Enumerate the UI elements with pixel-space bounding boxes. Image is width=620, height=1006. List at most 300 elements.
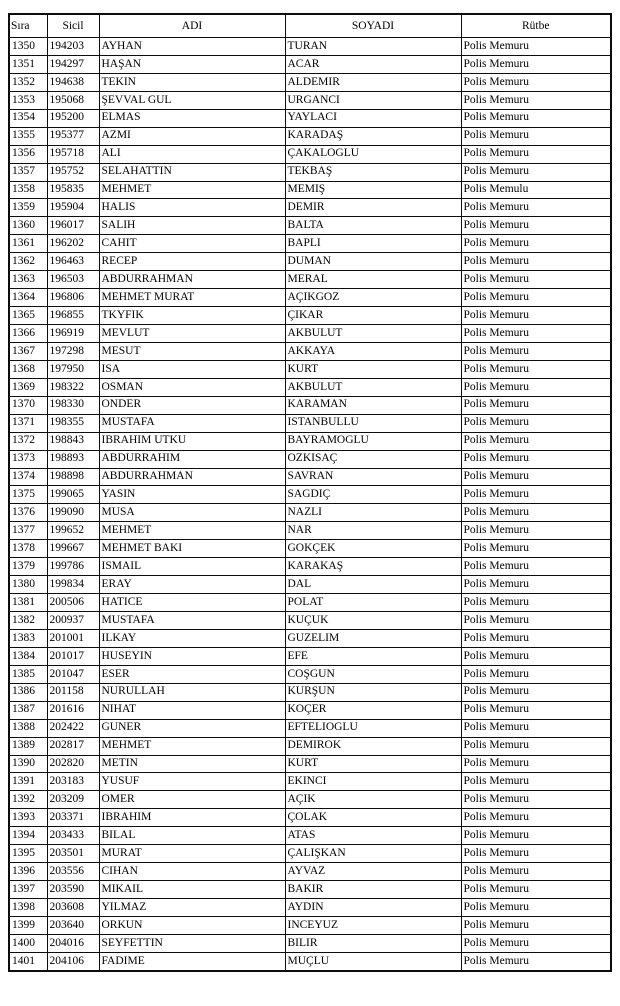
cell-adi: SEYFETTIN [99, 934, 285, 952]
cell-rutbe: Polis Memuru [461, 378, 611, 396]
cell-rutbe: Polis Memuru [461, 522, 611, 540]
cell-sicil: 201001 [47, 629, 99, 647]
cell-adi: ESER [99, 665, 285, 683]
cell-sira: 1400 [9, 934, 47, 952]
cell-sira: 1398 [9, 899, 47, 917]
cell-adi: MEHMET [99, 522, 285, 540]
table-row [9, 612, 611, 630]
cell-soyadi: EFE [285, 647, 461, 665]
cell-rutbe: Polis Memuru [461, 468, 611, 486]
cell-sicil: 201616 [47, 701, 99, 719]
cell-soyadi: ÇIKAR [285, 307, 461, 325]
cell-sira: 1378 [9, 540, 47, 558]
table-row [9, 683, 611, 701]
cell-sicil: 198355 [47, 414, 99, 432]
cell-sira: 1376 [9, 504, 47, 522]
cell-rutbe: Polis Memuru [461, 73, 611, 91]
cell-sicil: 199090 [47, 504, 99, 522]
cell-sicil: 200937 [47, 612, 99, 630]
cell-sira: 1370 [9, 396, 47, 414]
cell-sira: 1372 [9, 432, 47, 450]
cell-soyadi: EKINCI [285, 773, 461, 791]
cell-rutbe: Polis Memuru [461, 809, 611, 827]
cell-sira: 1375 [9, 486, 47, 504]
cell-soyadi: AKBULUT [285, 378, 461, 396]
cell-adi: ŞEVVAL GUL [99, 91, 285, 109]
cell-rutbe: Polis Memuru [461, 845, 611, 863]
cell-adi: TEKIN [99, 73, 285, 91]
cell-adi: YUSUF [99, 773, 285, 791]
cell-sicil: 195068 [47, 91, 99, 109]
table-row [9, 845, 611, 863]
cell-sira: 1392 [9, 791, 47, 809]
cell-adi: MEHMET BAKI [99, 540, 285, 558]
cell-soyadi: URGANCI [285, 91, 461, 109]
cell-rutbe: Polis Memuru [461, 360, 611, 378]
cell-sicil: 195377 [47, 127, 99, 145]
cell-sira: 1382 [9, 612, 47, 630]
table-row [9, 665, 611, 683]
cell-soyadi: NAR [285, 522, 461, 540]
cell-rutbe: Polis Memuru [461, 881, 611, 899]
cell-sicil: 198843 [47, 432, 99, 450]
cell-soyadi: DEMIROK [285, 737, 461, 755]
cell-sicil: 199786 [47, 558, 99, 576]
cell-adi: CAHIT [99, 235, 285, 253]
cell-adi: MURAT [99, 845, 285, 863]
cell-sira: 1355 [9, 127, 47, 145]
cell-adi: NIHAT [99, 701, 285, 719]
cell-sicil: 198893 [47, 450, 99, 468]
cell-rutbe: Polis Memuru [461, 163, 611, 181]
table-row [9, 576, 611, 594]
cell-rutbe: Polis Memuru [461, 755, 611, 773]
cell-sicil: 195835 [47, 181, 99, 199]
table-row [9, 414, 611, 432]
cell-soyadi: AKKAYA [285, 342, 461, 360]
cell-sicil: 196463 [47, 253, 99, 271]
cell-rutbe: Polis Memuru [461, 576, 611, 594]
cell-rutbe: Polis Memuru [461, 217, 611, 235]
cell-sicil: 199667 [47, 540, 99, 558]
cell-sira: 1385 [9, 665, 47, 683]
cell-adi: METIN [99, 755, 285, 773]
cell-adi: BILAL [99, 827, 285, 845]
cell-sicil: 203640 [47, 916, 99, 934]
table-row [9, 916, 611, 934]
cell-soyadi: INCEYUZ [285, 916, 461, 934]
cell-rutbe: Polis Memuru [461, 540, 611, 558]
cell-adi: CIHAN [99, 863, 285, 881]
cell-sicil: 204106 [47, 952, 99, 970]
column-header-rutbe: Rütbe [461, 14, 611, 38]
cell-adi: MEVLUT [99, 325, 285, 343]
cell-sicil: 201158 [47, 683, 99, 701]
cell-soyadi: KOÇER [285, 701, 461, 719]
table-row [9, 719, 611, 737]
cell-soyadi: MEMIŞ [285, 181, 461, 199]
cell-soyadi: POLAT [285, 594, 461, 612]
cell-sicil: 200506 [47, 594, 99, 612]
table-row [9, 773, 611, 791]
cell-rutbe: Polis Memuru [461, 235, 611, 253]
cell-rutbe: Polis Memuru [461, 38, 611, 56]
cell-adi: ABDURRAHMAN [99, 468, 285, 486]
cell-adi: TKYFIK [99, 307, 285, 325]
cell-adi: OSMAN [99, 378, 285, 396]
cell-sira: 1396 [9, 863, 47, 881]
table-row [9, 701, 611, 719]
cell-sira: 1362 [9, 253, 47, 271]
cell-sicil: 198322 [47, 378, 99, 396]
cell-sira: 1364 [9, 289, 47, 307]
cell-rutbe: Polis Memuru [461, 558, 611, 576]
table-row [9, 360, 611, 378]
table-row [9, 109, 611, 127]
cell-sira: 1377 [9, 522, 47, 540]
cell-sira: 1367 [9, 342, 47, 360]
column-header-soyadi: SOYADI [285, 14, 461, 38]
cell-soyadi: KURT [285, 755, 461, 773]
cell-sicil: 203608 [47, 899, 99, 917]
cell-adi: MUSA [99, 504, 285, 522]
cell-rutbe: Polis Memuru [461, 899, 611, 917]
table-row [9, 863, 611, 881]
cell-soyadi: BAPLI [285, 235, 461, 253]
table-row [9, 594, 611, 612]
cell-sicil: 195200 [47, 109, 99, 127]
cell-sicil: 194203 [47, 38, 99, 56]
cell-adi: HUSEYIN [99, 647, 285, 665]
cell-rutbe: Polis Memuru [461, 701, 611, 719]
cell-sira: 1359 [9, 199, 47, 217]
cell-rutbe: Polis Memuru [461, 719, 611, 737]
table-row [9, 271, 611, 289]
table-row [9, 522, 611, 540]
cell-rutbe: Polis Memuru [461, 504, 611, 522]
cell-soyadi: TURAN [285, 38, 461, 56]
table-header-row [9, 14, 611, 38]
cell-soyadi: BAKIR [285, 881, 461, 899]
cell-sira: 1383 [9, 629, 47, 647]
cell-rutbe: Polis Memuru [461, 863, 611, 881]
cell-rutbe: Polis Memuru [461, 271, 611, 289]
table-row [9, 217, 611, 235]
table-row [9, 952, 611, 970]
cell-sira: 1369 [9, 378, 47, 396]
cell-adi: ISMAIL [99, 558, 285, 576]
cell-rutbe: Polis Memuru [461, 647, 611, 665]
cell-adi: ILKAY [99, 629, 285, 647]
cell-sira: 1373 [9, 450, 47, 468]
cell-adi: MIKAIL [99, 881, 285, 899]
cell-sicil: 203556 [47, 863, 99, 881]
cell-sicil: 195904 [47, 199, 99, 217]
table-row [9, 38, 611, 56]
table-row [9, 558, 611, 576]
cell-adi: MEHMET [99, 737, 285, 755]
cell-soyadi: ATAS [285, 827, 461, 845]
cell-sira: 1397 [9, 881, 47, 899]
personnel-table [8, 13, 612, 972]
cell-adi: IBRAHIM [99, 809, 285, 827]
cell-rutbe: Polis Memuru [461, 486, 611, 504]
cell-rutbe: Polis Memuru [461, 55, 611, 73]
cell-adi: ONDER [99, 396, 285, 414]
cell-sicil: 203183 [47, 773, 99, 791]
cell-sicil: 203590 [47, 881, 99, 899]
cell-soyadi: TEKBAŞ [285, 163, 461, 181]
cell-adi: MESUT [99, 342, 285, 360]
cell-soyadi: DEMIR [285, 199, 461, 217]
cell-sira: 1380 [9, 576, 47, 594]
cell-sicil: 196017 [47, 217, 99, 235]
cell-adi: ABDURRAHIM [99, 450, 285, 468]
cell-rutbe: Polis Memuru [461, 916, 611, 934]
cell-sira: 1381 [9, 594, 47, 612]
cell-sira: 1401 [9, 952, 47, 970]
cell-adi: MEHMET [99, 181, 285, 199]
cell-sicil: 201047 [47, 665, 99, 683]
cell-sira: 1357 [9, 163, 47, 181]
cell-adi: AZMI [99, 127, 285, 145]
table-row [9, 432, 611, 450]
cell-sicil: 204016 [47, 934, 99, 952]
cell-sira: 1351 [9, 55, 47, 73]
cell-rutbe: Polis Memuru [461, 612, 611, 630]
cell-sicil: 199834 [47, 576, 99, 594]
cell-sicil: 196855 [47, 307, 99, 325]
cell-rutbe: Polis Memuru [461, 737, 611, 755]
table-row [9, 342, 611, 360]
table-row [9, 827, 611, 845]
table-row [9, 899, 611, 917]
cell-soyadi: ISTANBULLU [285, 414, 461, 432]
table-row [9, 504, 611, 522]
cell-sicil: 199065 [47, 486, 99, 504]
cell-sicil: 194297 [47, 55, 99, 73]
cell-soyadi: SAVRAN [285, 468, 461, 486]
cell-sira: 1365 [9, 307, 47, 325]
table-row [9, 145, 611, 163]
column-header-adi: ADI [99, 14, 285, 38]
table-row [9, 629, 611, 647]
cell-adi: ELMAS [99, 109, 285, 127]
cell-sira: 1354 [9, 109, 47, 127]
cell-sicil: 198330 [47, 396, 99, 414]
cell-soyadi: DUMAN [285, 253, 461, 271]
cell-sira: 1374 [9, 468, 47, 486]
cell-adi: MUSTAFA [99, 612, 285, 630]
cell-adi: HATICE [99, 594, 285, 612]
cell-soyadi: BILIR [285, 934, 461, 952]
cell-adi: GUNER [99, 719, 285, 737]
cell-adi: RECEP [99, 253, 285, 271]
table-row [9, 881, 611, 899]
cell-sicil: 202820 [47, 755, 99, 773]
table-row [9, 55, 611, 73]
cell-sicil: 195718 [47, 145, 99, 163]
cell-rutbe: Polis Memuru [461, 934, 611, 952]
cell-rutbe: Polis Memuru [461, 827, 611, 845]
cell-soyadi: ÇOLAK [285, 809, 461, 827]
cell-soyadi: BALTA [285, 217, 461, 235]
cell-soyadi: AYDIN [285, 899, 461, 917]
cell-sira: 1389 [9, 737, 47, 755]
table-row [9, 181, 611, 199]
cell-sicil: 203209 [47, 791, 99, 809]
cell-adi: ISA [99, 360, 285, 378]
cell-sira: 1366 [9, 325, 47, 343]
cell-rutbe: Polis Memuru [461, 253, 611, 271]
cell-adi: OMER [99, 791, 285, 809]
cell-soyadi: AÇIKGOZ [285, 289, 461, 307]
cell-sicil: 196202 [47, 235, 99, 253]
cell-soyadi: DAL [285, 576, 461, 594]
cell-soyadi: COŞGUN [285, 665, 461, 683]
cell-rutbe: Polis Memuru [461, 952, 611, 970]
cell-sira: 1399 [9, 916, 47, 934]
column-header-sicil: Sicil [47, 14, 99, 38]
table-row [9, 755, 611, 773]
cell-soyadi: GUZELIM [285, 629, 461, 647]
cell-sira: 1393 [9, 809, 47, 827]
cell-rutbe: Polis Memuru [461, 342, 611, 360]
cell-rutbe: Polis Memulu [461, 181, 611, 199]
cell-rutbe: Polis Memuru [461, 396, 611, 414]
cell-sicil: 196503 [47, 271, 99, 289]
cell-soyadi: ÇAKALOGLU [285, 145, 461, 163]
cell-rutbe: Polis Memuru [461, 450, 611, 468]
table-row [9, 647, 611, 665]
cell-rutbe: Polis Memuru [461, 127, 611, 145]
cell-sira: 1390 [9, 755, 47, 773]
cell-soyadi: MERAL [285, 271, 461, 289]
cell-sicil: 203371 [47, 809, 99, 827]
cell-rutbe: Polis Memuru [461, 145, 611, 163]
cell-adi: IBRAHIM UTKU [99, 432, 285, 450]
cell-soyadi: KARAKAŞ [285, 558, 461, 576]
cell-sira: 1350 [9, 38, 47, 56]
cell-adi: MEHMET MURAT [99, 289, 285, 307]
cell-sicil: 196806 [47, 289, 99, 307]
cell-sira: 1356 [9, 145, 47, 163]
cell-soyadi: MUÇLU [285, 952, 461, 970]
cell-soyadi: ÇALIŞKAN [285, 845, 461, 863]
cell-rutbe: Polis Memuru [461, 665, 611, 683]
cell-sira: 1379 [9, 558, 47, 576]
table-row [9, 809, 611, 827]
table-row [9, 737, 611, 755]
cell-soyadi: GOKÇEK [285, 540, 461, 558]
cell-adi: NURULLAH [99, 683, 285, 701]
table-row [9, 289, 611, 307]
table-row [9, 486, 611, 504]
table-row [9, 540, 611, 558]
cell-sira: 1358 [9, 181, 47, 199]
column-header-sira: Sıra [9, 14, 47, 38]
cell-rutbe: Polis Memuru [461, 289, 611, 307]
cell-soyadi: KUÇUK [285, 612, 461, 630]
cell-sicil: 197298 [47, 342, 99, 360]
cell-sicil: 203433 [47, 827, 99, 845]
cell-soyadi: OZKISAÇ [285, 450, 461, 468]
cell-sira: 1388 [9, 719, 47, 737]
table-row [9, 73, 611, 91]
cell-sira: 1391 [9, 773, 47, 791]
cell-sicil: 202422 [47, 719, 99, 737]
table-row [9, 378, 611, 396]
cell-adi: HALIS [99, 199, 285, 217]
table-row [9, 791, 611, 809]
table-row [9, 199, 611, 217]
cell-adi: FADIME [99, 952, 285, 970]
cell-sicil: 195752 [47, 163, 99, 181]
cell-soyadi: AÇIK [285, 791, 461, 809]
cell-soyadi: KARAMAN [285, 396, 461, 414]
cell-soyadi: YAYLACI [285, 109, 461, 127]
cell-rutbe: Polis Memuru [461, 414, 611, 432]
cell-sira: 1384 [9, 647, 47, 665]
table-header [9, 14, 611, 38]
cell-sicil: 194638 [47, 73, 99, 91]
cell-sira: 1360 [9, 217, 47, 235]
cell-adi: ERAY [99, 576, 285, 594]
cell-soyadi: BAYRAMOGLU [285, 432, 461, 450]
cell-rutbe: Polis Memuru [461, 773, 611, 791]
cell-sicil: 202817 [47, 737, 99, 755]
cell-adi: YILMAZ [99, 899, 285, 917]
cell-rutbe: Polis Memuru [461, 199, 611, 217]
cell-soyadi: KURŞUN [285, 683, 461, 701]
cell-adi: MUSTAFA [99, 414, 285, 432]
cell-soyadi: NAZLI [285, 504, 461, 522]
cell-rutbe: Polis Memuru [461, 683, 611, 701]
cell-adi: SELAHATTIN [99, 163, 285, 181]
cell-rutbe: Polis Memuru [461, 307, 611, 325]
cell-adi: AYHAN [99, 38, 285, 56]
table-row [9, 163, 611, 181]
cell-soyadi: AYVAZ [285, 863, 461, 881]
table-row [9, 127, 611, 145]
cell-rutbe: Polis Memuru [461, 791, 611, 809]
cell-soyadi: SAGDIÇ [285, 486, 461, 504]
cell-rutbe: Polis Memuru [461, 91, 611, 109]
cell-soyadi: ACAR [285, 55, 461, 73]
cell-sicil: 201017 [47, 647, 99, 665]
cell-adi: SALIH [99, 217, 285, 235]
cell-sicil: 199652 [47, 522, 99, 540]
cell-soyadi: EFTELIOGLU [285, 719, 461, 737]
table-body [9, 38, 611, 971]
table-row [9, 396, 611, 414]
cell-adi: ABDURRAHMAN [99, 271, 285, 289]
cell-sira: 1368 [9, 360, 47, 378]
cell-sira: 1361 [9, 235, 47, 253]
cell-sira: 1371 [9, 414, 47, 432]
cell-soyadi: AKBULUT [285, 325, 461, 343]
cell-rutbe: Polis Memuru [461, 432, 611, 450]
cell-sira: 1394 [9, 827, 47, 845]
cell-sira: 1395 [9, 845, 47, 863]
table-row [9, 468, 611, 486]
cell-sicil: 198898 [47, 468, 99, 486]
cell-soyadi: KURT [285, 360, 461, 378]
table-row [9, 307, 611, 325]
cell-adi: YASIN [99, 486, 285, 504]
cell-adi: ORKUN [99, 916, 285, 934]
table-row [9, 91, 611, 109]
